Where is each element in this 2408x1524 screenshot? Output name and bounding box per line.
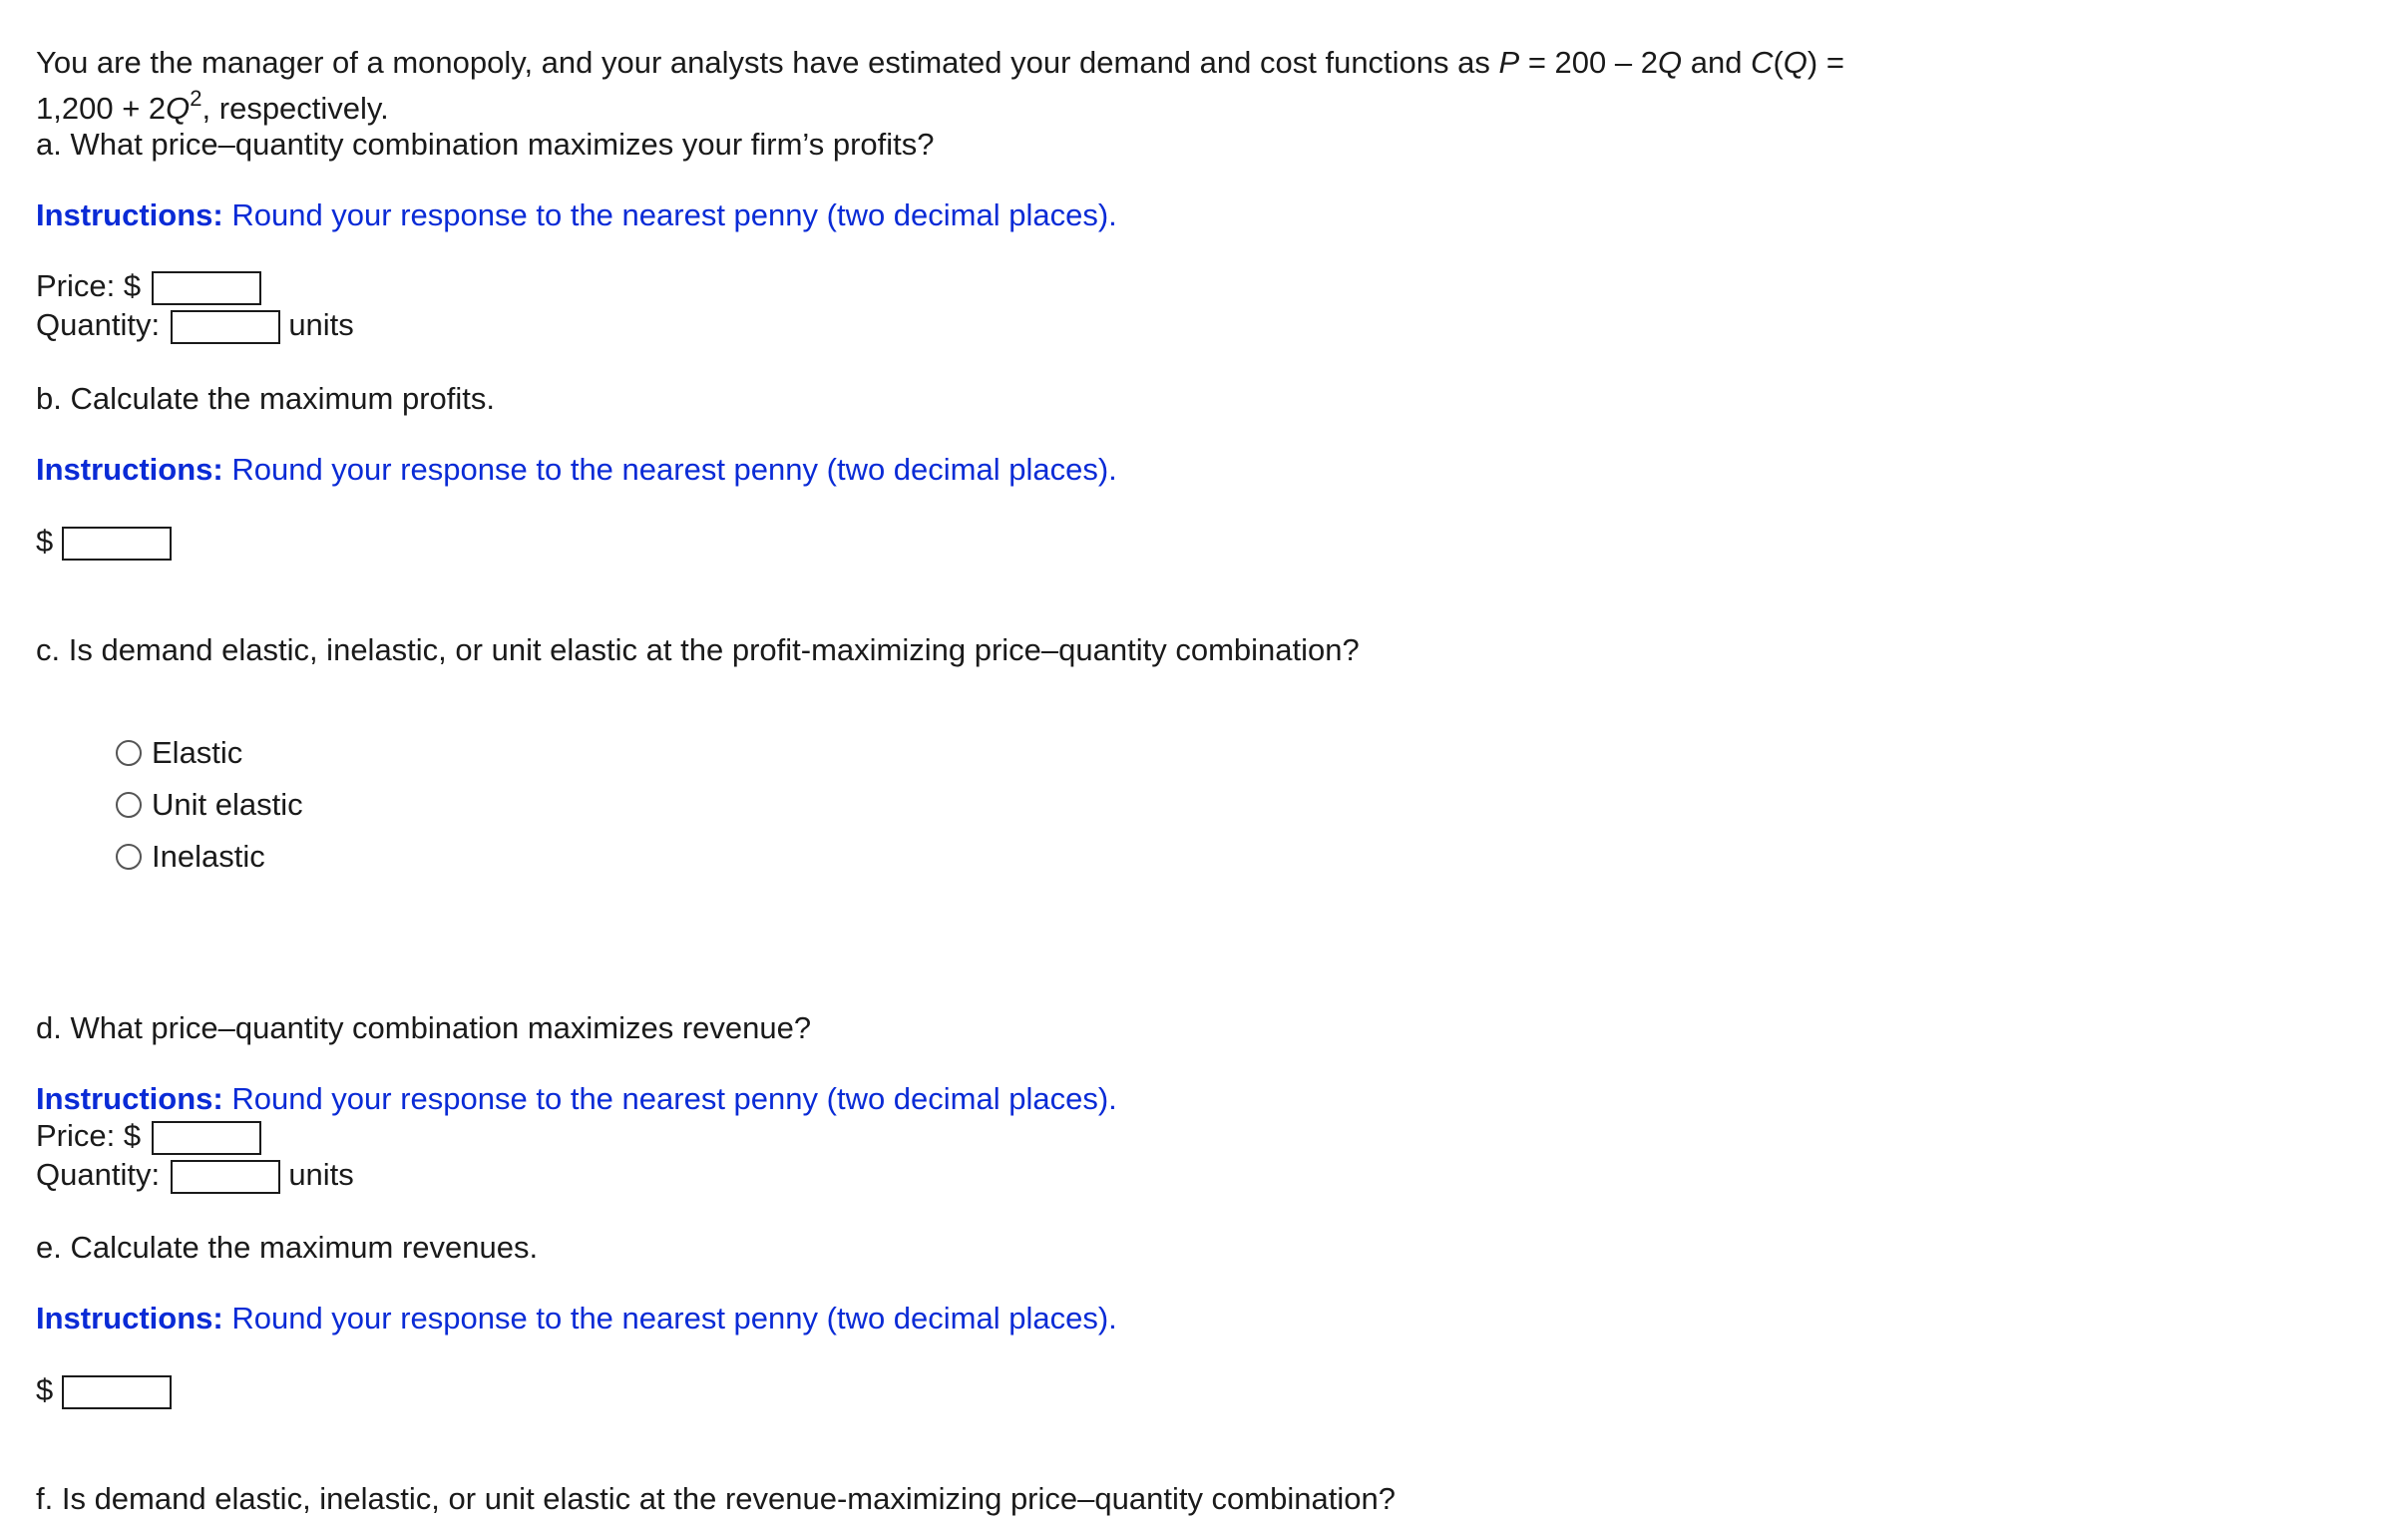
eq-text: ( (1773, 45, 1784, 80)
price-label: Price: $ (36, 268, 142, 303)
var-p: P (1498, 45, 1520, 80)
part-a-quantity-row (36, 306, 354, 344)
instructions-text: Round your response to the nearest penny (two decimal places). (222, 1301, 1117, 1335)
part-b-instructions (36, 451, 1117, 489)
radio-label: Elastic (152, 735, 243, 770)
instructions-label: Instructions: (36, 452, 223, 487)
radio-option-inelastic[interactable] (116, 839, 265, 875)
radio-label: Unit elastic (152, 787, 303, 822)
part-e-question: e. Calculate the maximum revenues. (36, 1230, 539, 1265)
instructions-text: Round your response to the nearest penny (two decimal places). (222, 452, 1117, 487)
part-c-question: c. Is demand elastic, inelastic, or unit elastic at the profit-maximizing price–quantity combination? (36, 632, 1360, 667)
part-d-question: d. What price–quantity combination maximizes revenue? (36, 1010, 812, 1045)
radio-button[interactable] (116, 792, 142, 818)
instructions-text: Round your response to the nearest penny (two decimal places). (222, 197, 1117, 232)
part-a-quantity-input[interactable] (171, 310, 280, 344)
part-d-quantity-input[interactable] (171, 1160, 280, 1194)
radio-option-elastic[interactable] (116, 735, 242, 771)
dollar-label: $ (36, 1372, 54, 1407)
units-label: units (288, 1157, 354, 1192)
radio-label: Inelastic (152, 839, 265, 874)
part-b-question: b. Calculate the maximum profits. (36, 381, 496, 416)
var-c: C (1751, 45, 1774, 80)
units-label: units (288, 307, 354, 342)
quantity-label: Quantity: (36, 307, 161, 342)
part-d-instructions (36, 1080, 1117, 1118)
radio-option-unit-elastic[interactable] (116, 787, 303, 823)
part-e-answer-row (36, 1371, 172, 1409)
part-b-profit-input[interactable] (62, 527, 172, 561)
eq-text: and (1682, 45, 1752, 80)
instructions-label: Instructions: (36, 1301, 223, 1335)
part-a-price-row (36, 267, 261, 305)
dollar-label: $ (36, 524, 54, 559)
problem-statement-line-1 (36, 44, 1844, 82)
part-a-price-input[interactable] (152, 271, 261, 305)
part-e-instructions (36, 1300, 1117, 1337)
part-a-question: a. What price–quantity combination maximizes your firm’s profits? (36, 127, 935, 162)
exponent: 2 (190, 85, 202, 111)
price-label: Price: $ (36, 1118, 142, 1153)
var-q: Q (166, 91, 191, 126)
eq-text: ) = (1806, 45, 1844, 80)
eq-text: 1,200 + 2 (36, 91, 167, 126)
radio-button[interactable] (116, 740, 142, 766)
part-d-quantity-row (36, 1156, 354, 1194)
radio-button[interactable] (116, 844, 142, 870)
part-d-price-row (36, 1117, 261, 1155)
instructions-label: Instructions: (36, 197, 223, 232)
part-b-answer-row (36, 523, 172, 561)
instructions-text: Round your response to the nearest penny (two decimal places). (222, 1081, 1117, 1116)
problem-statement-line-2 (36, 85, 389, 128)
var-q: Q (1657, 45, 1683, 80)
part-a-instructions (36, 196, 1117, 234)
part-d-price-input[interactable] (152, 1121, 261, 1155)
part-e-revenue-input[interactable] (62, 1375, 172, 1409)
quantity-label: Quantity: (36, 1157, 161, 1192)
problem-text: You are the manager of a monopoly, and your analysts have estimated your demand and cost functions as (36, 45, 1499, 80)
eq-text: , respectively. (201, 91, 389, 126)
var-q: Q (1783, 45, 1807, 80)
instructions-label: Instructions: (36, 1081, 223, 1116)
eq-text: = 200 – 2 (1519, 45, 1658, 80)
part-f-question: f. Is demand elastic, inelastic, or unit elastic at the revenue-maximizing price–quantity combination? (36, 1481, 1396, 1516)
